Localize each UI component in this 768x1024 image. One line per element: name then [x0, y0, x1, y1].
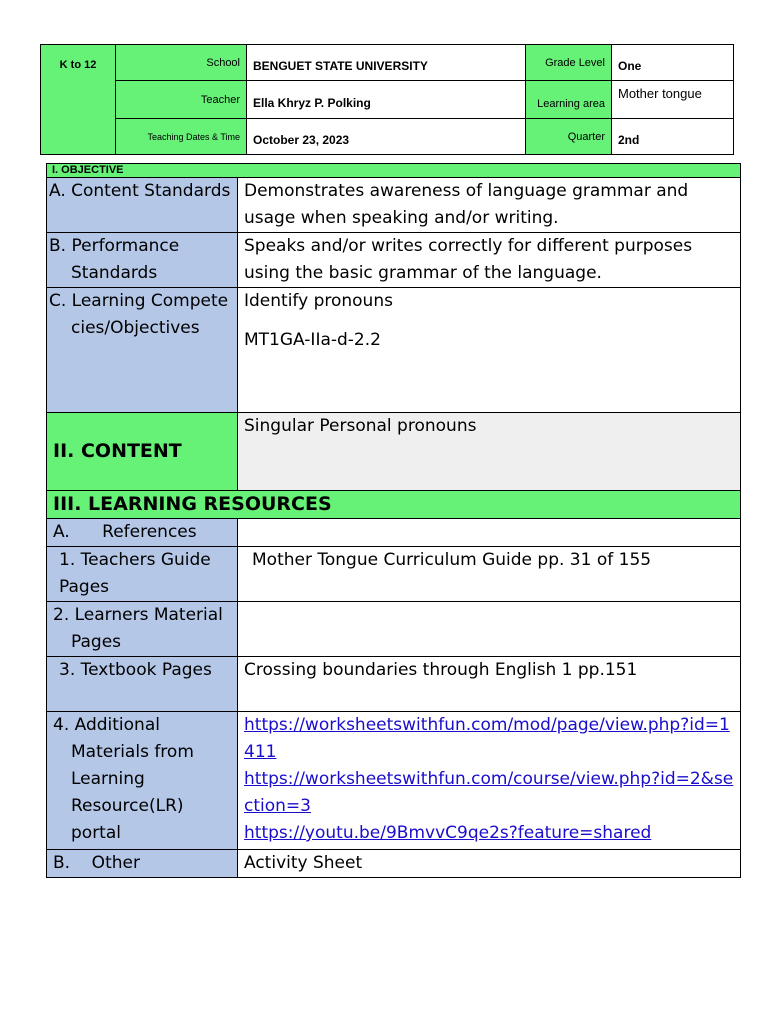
school-label: School — [116, 45, 247, 81]
dates-value: October 23, 2023 — [247, 119, 526, 155]
area-value: Mother tongue — [612, 81, 734, 119]
link-worksheet-course[interactable]: https://worksheetswithfun.com/course/view.php?id=2&section=3 — [244, 769, 734, 816]
resources-heading: III. LEARNING RESOURCES — [47, 491, 741, 519]
other-value: Activity Sheet — [238, 850, 741, 878]
competency-code: MT1GA-IIa-d-2.2 — [244, 330, 381, 350]
additional-materials-label: 4. Additional Materials from Learning Resource(LR) portal — [47, 712, 238, 850]
performance-standards-label: B. Performance Standards — [47, 233, 238, 288]
content-standards-value: Demonstrates awareness of language grammar and usage when speaking and/or writing. — [238, 178, 741, 233]
content-value: Singular Personal pronouns — [238, 413, 741, 491]
competencies-label: C. Learning Competecies/Objectives — [47, 288, 238, 413]
header-table — [40, 44, 734, 155]
school-value: BENGUET STATE UNIVERSITY — [247, 45, 526, 81]
k12-label: K to 12 — [41, 45, 116, 155]
grade-value: One — [612, 45, 734, 81]
lesson-plan-table — [46, 163, 741, 878]
additional-materials-links — [238, 712, 741, 850]
other-label: B. Other — [47, 850, 238, 878]
references-label: A. References — [47, 519, 238, 547]
performance-standards-value: Speaks and/or writes correctly for different purposes using the basic grammar of the language. — [238, 233, 741, 288]
textbook-value: Crossing boundaries through English 1 pp.151 — [238, 657, 741, 712]
area-label: Learning area — [526, 81, 612, 119]
textbook-label: 3. Textbook Pages — [47, 657, 238, 712]
dates-label: Teaching Dates & Time — [116, 119, 247, 155]
content-standards-label: A. Content Standards — [47, 178, 238, 233]
teachers-guide-label: 1. Teachers Guide Pages — [47, 547, 238, 602]
link-worksheet-page[interactable]: https://worksheetswithfun.com/mod/page/view.php?id=1411 — [244, 715, 730, 762]
competencies-cell — [238, 288, 741, 413]
teachers-guide-value: Mother Tongue Curriculum Guide pp. 31 of 155 — [238, 547, 741, 602]
quarter-label: Quarter — [526, 119, 612, 155]
teacher-label: Teacher — [116, 81, 247, 119]
content-heading: II. CONTENT — [47, 413, 238, 491]
grade-label: Grade Level — [526, 45, 612, 81]
quarter-value: 2nd — [612, 119, 734, 155]
teacher-value: Ella Khryz P. Polking — [247, 81, 526, 119]
competency-value: Identify pronouns — [244, 291, 393, 311]
learners-material-value — [238, 602, 741, 657]
learners-material-label: 2. Learners Material Pages — [47, 602, 238, 657]
references-value — [238, 519, 741, 547]
objective-heading: I. OBJECTIVE — [47, 164, 741, 178]
link-youtube-video[interactable]: https://youtu.be/9BmvvC9qe2s?feature=shared — [244, 823, 652, 843]
